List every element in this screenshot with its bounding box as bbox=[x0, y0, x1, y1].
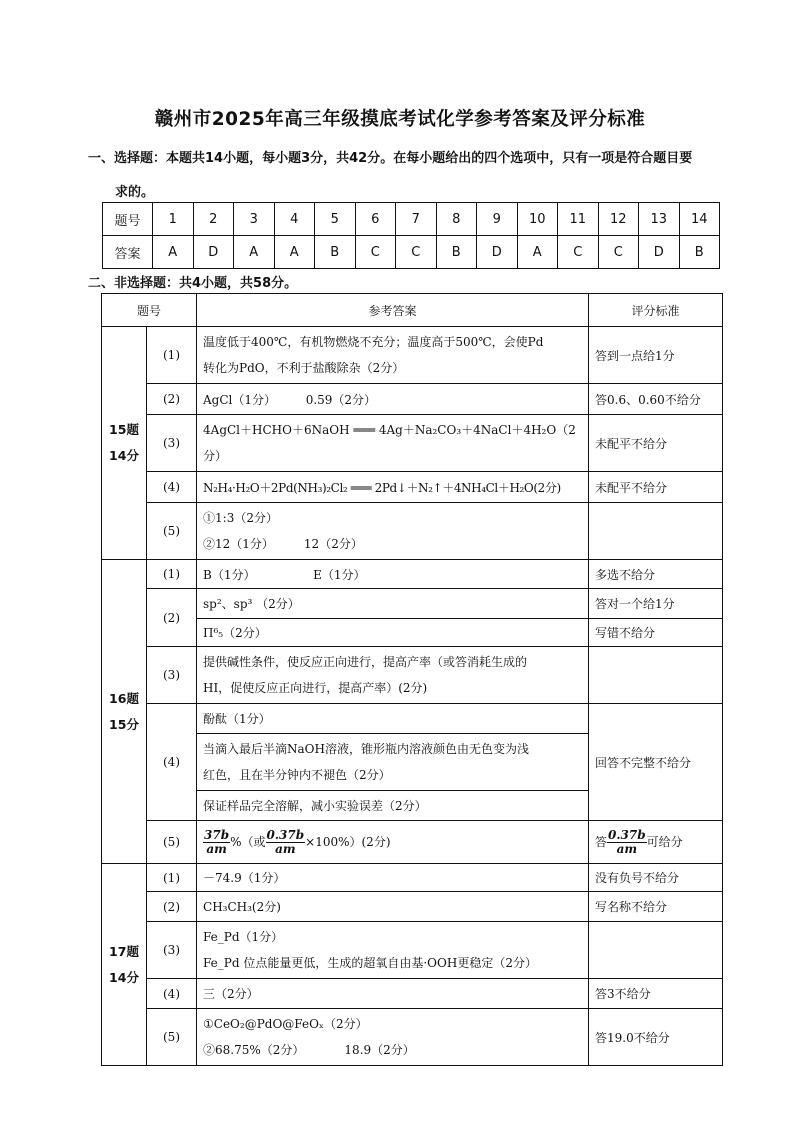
criteria-cell: 写错不给分 bbox=[589, 619, 723, 647]
table-row bbox=[102, 647, 723, 704]
part-label: (5) bbox=[147, 1009, 197, 1066]
criteria-cell: 答19.0不给分 bbox=[589, 1009, 723, 1066]
choice-answer-table bbox=[102, 202, 720, 269]
table-row bbox=[102, 589, 723, 619]
part-label: (1) bbox=[147, 560, 197, 589]
answer-line: HI，促使反应正向进行，提高产率）(2分) bbox=[203, 681, 428, 695]
answer-line: 当滴入最后半滴NaOH溶液，锥形瓶内溶液颜色由无色变为浅 bbox=[203, 742, 529, 756]
number-row bbox=[103, 203, 720, 236]
part-label: (2) bbox=[147, 589, 197, 647]
answer-part: 18.9（2分） bbox=[344, 1043, 415, 1057]
answer-cell: C bbox=[396, 236, 437, 269]
answer-cell: D bbox=[193, 236, 234, 269]
section2-heading: 二、非选择题：共4小题，共58分。 bbox=[88, 276, 298, 291]
numerator: 0.37b bbox=[266, 827, 305, 842]
answer-cell: D bbox=[477, 236, 518, 269]
answer-cell bbox=[197, 560, 589, 589]
header-number: 题号 bbox=[102, 294, 197, 327]
row-label: 题号 bbox=[103, 203, 153, 236]
table-row bbox=[102, 415, 723, 472]
part-label: (4) bbox=[147, 979, 197, 1009]
question-number: 3 bbox=[234, 203, 275, 236]
answer-part: 12（2分） bbox=[303, 537, 363, 551]
question-label-17 bbox=[102, 864, 147, 1066]
question-number: 6 bbox=[355, 203, 396, 236]
question-number: 11 bbox=[558, 203, 599, 236]
answer-line: 分） bbox=[203, 449, 228, 463]
page-title: 赣州市2025年高三年级摸底考试化学参考答案及评分标准 bbox=[154, 109, 646, 130]
answer-cell: A bbox=[517, 236, 558, 269]
question-score: 15分 bbox=[109, 716, 139, 732]
criteria-cell bbox=[589, 922, 723, 979]
answer-cell: B bbox=[436, 236, 477, 269]
table-row bbox=[102, 472, 723, 503]
answer-row bbox=[103, 236, 720, 269]
part-label: (4) bbox=[147, 472, 197, 503]
question-label-15 bbox=[102, 327, 147, 560]
answer-line: 4AgCl＋HCHO＋6NaOH ═══ 4Ag＋Na₂CO₃＋4NaCl＋4H₂O（2 bbox=[203, 423, 576, 437]
table-row bbox=[102, 922, 723, 979]
question-number: 16题 bbox=[109, 690, 139, 706]
answer-line: Fe_Pd 位点能量更低，生成的超氧自由基·OOH更稳定（2分） bbox=[203, 956, 537, 970]
answer-line: 提供碱性条件，使反应正向进行，提高产率（或答消耗生成的 bbox=[203, 655, 528, 669]
answer-cell: B bbox=[315, 236, 356, 269]
criteria-cell bbox=[589, 821, 723, 864]
header-answer: 参考答案 bbox=[197, 294, 589, 327]
question-number: 17题 bbox=[109, 943, 139, 959]
header-criteria: 评分标准 bbox=[589, 294, 723, 327]
table-row bbox=[102, 384, 723, 415]
criteria-cell: 答0.6、0.60不给分 bbox=[589, 384, 723, 415]
part-label: (3) bbox=[147, 647, 197, 704]
answer-cell bbox=[197, 734, 589, 791]
table-row bbox=[102, 892, 723, 922]
answer-part: AgCl（1分） bbox=[203, 392, 277, 407]
answer-line: ①CeO₂@PdO@FeOₓ（2分） bbox=[203, 1017, 368, 1031]
question-number: 4 bbox=[274, 203, 315, 236]
answer-cell: 三（2分） bbox=[197, 979, 589, 1009]
answer-cell bbox=[197, 503, 589, 560]
question-number: 13 bbox=[639, 203, 680, 236]
answer-part: %（或 bbox=[230, 834, 266, 849]
answer-cell bbox=[197, 1009, 589, 1066]
question-number: 15题 bbox=[109, 422, 139, 437]
answer-cell: CH₃CH₃(2分) bbox=[197, 892, 589, 922]
criteria-cell: 写名称不给分 bbox=[589, 892, 723, 922]
question-number: 8 bbox=[436, 203, 477, 236]
answer-cell bbox=[197, 327, 589, 384]
fraction bbox=[607, 829, 647, 856]
criteria-cell: 未配平不给分 bbox=[589, 415, 723, 472]
criteria-cell: 多选不给分 bbox=[589, 560, 723, 589]
criteria-cell: 答到一点给1分 bbox=[589, 327, 723, 384]
fraction bbox=[203, 829, 230, 856]
answer-line: ①1:3（2分） bbox=[203, 511, 278, 525]
question-number: 9 bbox=[477, 203, 518, 236]
denominator: am bbox=[616, 841, 638, 856]
answer-line bbox=[203, 1037, 582, 1063]
answer-line: Fe_Pd（1分） bbox=[203, 930, 284, 944]
question-score: 14分 bbox=[109, 969, 139, 985]
answer-cell bbox=[197, 821, 589, 864]
part-label: (1) bbox=[147, 864, 197, 892]
criteria-part: 可给分 bbox=[646, 834, 683, 849]
answer-line: 转化为PdO，不利于盐酸除杂（2分） bbox=[203, 361, 405, 375]
answer-part: ②68.75%（2分） bbox=[203, 1043, 305, 1057]
section1-heading-cont: 求的。 bbox=[115, 185, 155, 200]
part-label: (3) bbox=[147, 922, 197, 979]
criteria-cell: 没有负号不给分 bbox=[589, 864, 723, 892]
criteria-cell: 答对一个给1分 bbox=[589, 589, 723, 619]
part-label: (2) bbox=[147, 384, 197, 415]
answer-cell: A bbox=[153, 236, 194, 269]
answer-cell: N₂H₄·H₂O＋2Pd(NH₃)₂Cl₂ ═══ 2Pd↓＋N₂↑＋4NH₄Cl＋H₂O(2分) bbox=[197, 472, 589, 503]
answer-cell bbox=[197, 647, 589, 704]
answer-cell: D bbox=[639, 236, 680, 269]
part-label: (4) bbox=[147, 704, 197, 821]
denominator: am bbox=[206, 841, 227, 856]
answer-part: ②12（1分） bbox=[203, 537, 274, 551]
part-label: (2) bbox=[147, 892, 197, 922]
table-row bbox=[102, 821, 723, 864]
criteria-cell: 答3不给分 bbox=[589, 979, 723, 1009]
answer-part: B（1分） bbox=[203, 567, 256, 582]
answer-part: ×100%）(2分) bbox=[305, 834, 391, 849]
question-number: 1 bbox=[153, 203, 194, 236]
part-label: (3) bbox=[147, 415, 197, 472]
numerator: 37b bbox=[204, 827, 230, 842]
numerator: 0.37b bbox=[608, 827, 646, 842]
question-number: 2 bbox=[193, 203, 234, 236]
answer-cell: Π⁶₅（2分） bbox=[197, 619, 589, 647]
table-row bbox=[102, 503, 723, 560]
table-row bbox=[102, 864, 723, 892]
denominator: am bbox=[275, 841, 296, 856]
table-row bbox=[102, 979, 723, 1009]
criteria-part: 答 bbox=[595, 834, 608, 849]
criteria-cell: 未配平不给分 bbox=[589, 472, 723, 503]
question-number: 10 bbox=[517, 203, 558, 236]
fraction bbox=[266, 829, 306, 856]
question-number: 7 bbox=[396, 203, 437, 236]
answer-cell: A bbox=[234, 236, 275, 269]
answer-cell: C bbox=[355, 236, 396, 269]
answer-cell: C bbox=[598, 236, 639, 269]
criteria-cell: 回答不完整不给分 bbox=[589, 704, 723, 821]
answer-line bbox=[203, 531, 582, 557]
answer-cell: B bbox=[679, 236, 720, 269]
section1-heading: 一、选择题：本题共14小题，每小题3分，共42分。在每小题给出的四个选项中，只有一项是符合题目要 bbox=[88, 151, 693, 166]
question-number: 14 bbox=[679, 203, 720, 236]
table-row bbox=[102, 1009, 723, 1066]
answer-cell bbox=[197, 922, 589, 979]
part-label: (1) bbox=[147, 327, 197, 384]
answer-cell: 保证样品完全溶解，减小实验误差（2分） bbox=[197, 791, 589, 821]
table-row bbox=[102, 704, 723, 734]
question-number: 5 bbox=[315, 203, 356, 236]
answer-cell bbox=[197, 384, 589, 415]
question-label-16 bbox=[102, 560, 147, 864]
answer-cell bbox=[197, 415, 589, 472]
answer-line: 温度低于400℃，有机物燃烧不充分；温度高于500℃，会使Pd bbox=[203, 335, 544, 349]
answer-cell: 酚酞（1分） bbox=[197, 704, 589, 734]
answer-cell: A bbox=[274, 236, 315, 269]
part-label: (5) bbox=[147, 821, 197, 864]
question-number: 12 bbox=[598, 203, 639, 236]
part-label: (5) bbox=[147, 503, 197, 560]
table-row bbox=[102, 560, 723, 589]
table-header bbox=[102, 294, 723, 327]
criteria-cell bbox=[589, 647, 723, 704]
answer-line: 红色，且在半分钟内不褪色（2分） bbox=[203, 768, 391, 782]
table-row bbox=[102, 327, 723, 384]
answer-part: E（1分） bbox=[313, 567, 366, 582]
answer-cell: －74.9（1分） bbox=[197, 864, 589, 892]
row-label: 答案 bbox=[103, 236, 153, 269]
question-score: 14分 bbox=[109, 448, 139, 463]
answer-cell: C bbox=[558, 236, 599, 269]
free-response-table bbox=[101, 293, 723, 1066]
answer-part: 0.59（2分） bbox=[305, 392, 377, 407]
answer-cell: sp²、sp³ （2分） bbox=[197, 589, 589, 619]
criteria-cell bbox=[589, 503, 723, 560]
